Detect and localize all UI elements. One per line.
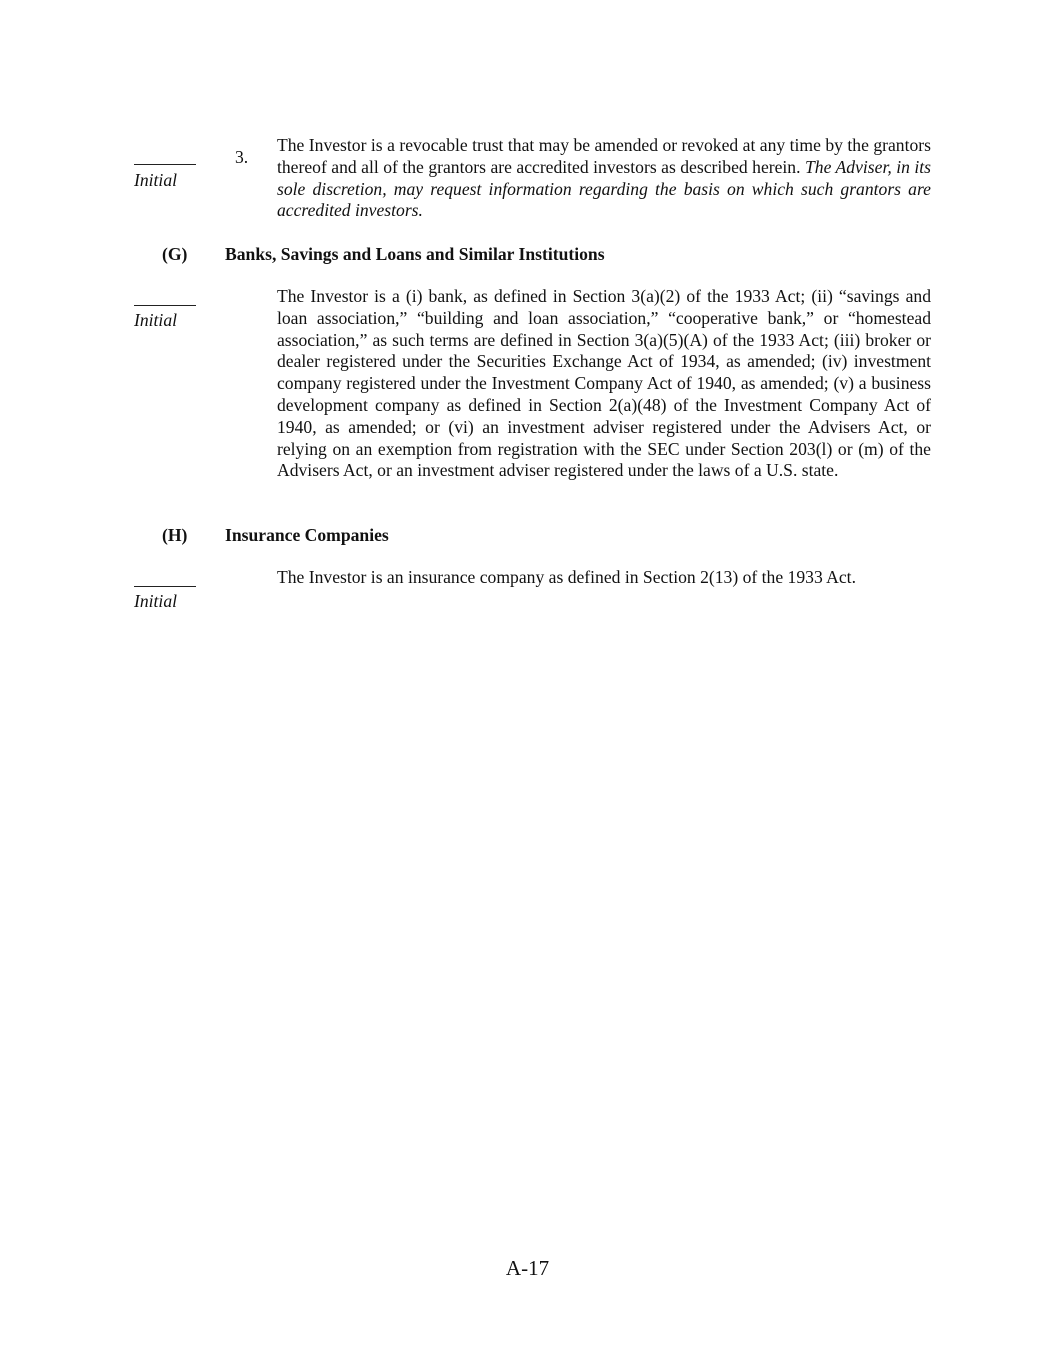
initial-label: Initial — [134, 310, 178, 330]
initial-signature-line[interactable] — [134, 164, 196, 165]
section-h-title: Insurance Companies — [225, 525, 389, 545]
trust-text: The Investor is a revocable trust that may be amended or revoked at any time by the grantors thereof and all of the grantors are accredited investors as described herein. — [277, 135, 931, 177]
trust-paragraph — [277, 135, 931, 222]
section-h-paragraph: The Investor is an insurance company as defined in Section 2(13) of the 1933 Act. — [277, 567, 856, 587]
initial-signature-line[interactable] — [134, 305, 196, 306]
page-number: A-17 — [505, 1256, 550, 1280]
section-g-letter: (G) — [162, 244, 188, 264]
section-g-title: Banks, Savings and Loans and Similar Institutions — [225, 244, 605, 264]
initial-label: Initial — [134, 170, 178, 190]
trust-italic-note: The Adviser, in its sole discretion, may request information regarding the basis on which such grantors are accredited investors. — [277, 156, 931, 221]
section-g-paragraph: The Investor is a (i) bank, as defined in Section 3(a)(2) of the 1933 Act; (ii) “savings and loan association,” “building and loan association,” “cooperative bank,” or “homestead association,” as such terms are defined in Section 3(a)(5)(A) of the 1933 Act; (iii) broker or dealer registered under the Securities Exchange Act of 1934, as amended; (iv) investment company registered under the Investment Company Act of 1940, as amended; (v) a business development company as defined in Section 2(a)(48) of the Investment Company Act of 1940, as amended; or (vi) an investment adviser registered under the Advisers Act, or relying on an exemption from registration with the SEC under Section 203(l) or (m) of the Advisers Act, or an investment adviser registered under the laws of a U.S. state. — [277, 286, 931, 481]
item-number: 3. — [235, 147, 249, 167]
initial-signature-line[interactable] — [134, 586, 196, 587]
section-h-letter: (H) — [162, 525, 188, 545]
initial-label: Initial — [134, 591, 178, 611]
